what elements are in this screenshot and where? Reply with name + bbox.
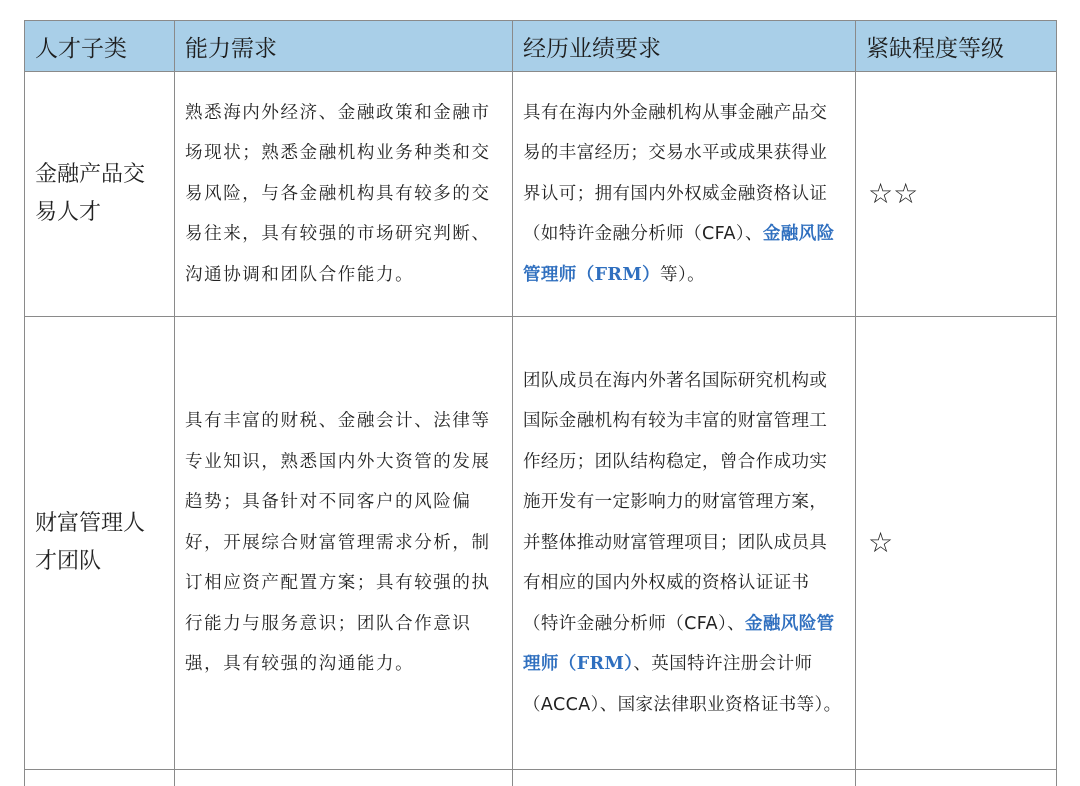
table-row [25,72,1057,317]
requirement-text-end: 、英国特许注册会计师（ACCA）、国家法律职业资格证书等）。 [523,654,842,715]
requirement-text-end: 等）。 [660,265,705,285]
header-category: 人才子类 [25,21,175,72]
header-level: 紧缺程度等级 [856,21,1057,72]
row-scarcity-stars: ☆ [856,317,1057,770]
empty-cell [856,770,1057,786]
table-row [25,317,1057,770]
row-category: 金融产品交易人才 [25,72,175,317]
empty-cell [513,770,856,786]
empty-cell [175,770,513,786]
header-requirement: 经历业绩要求 [513,21,856,72]
row-category: 财富管理人才团队 [25,317,175,770]
requirement-text: 具有在海内外金融机构从事金融产品交易的丰富经历；交易水平或成果获得业界认可；拥有国内外权威金融资格认证（如特许金融分析师（CFA）、 [523,103,827,245]
header-capability: 能力需求 [175,21,513,72]
row-requirement [513,317,856,770]
empty-cell [25,770,175,786]
header-row [25,21,1057,72]
row-capability: 具有丰富的财税、金融会计、法律等专业知识，熟悉国内外大资管的发展趋势；具备针对不同客户的风险偏好，开展综合财富管理需求分析，制订相应资产配置方案；具有较强的执行能力与服务意识；团队合作意识强，具有较强的沟通能力。 [175,317,513,770]
talent-table [24,20,1057,786]
row-capability: 熟悉海内外经济、金融政策和金融市场现状；熟悉金融机构业务种类和交易风险，与各金融机构具有较多的交易往来，具有较强的市场研究判断、沟通协调和团队合作能力。 [175,72,513,317]
row-scarcity-stars: ☆☆ [856,72,1057,317]
row-requirement [513,72,856,317]
requirement-text: 团队成员在海内外著名国际研究机构或国际金融机构有较为丰富的财富管理工作经历；团队结构稳定，曾合作成功实施开发有一定影响力的财富管理方案，并整体推动财富管理项目；团队成员具有相应的国内外权威的资格认证证书（特许金融分析师（CFA）、 [523,371,827,634]
frm-highlight-link[interactable]: 金融风险管理师（FRM） [523,614,835,675]
frm-highlight-link[interactable]: 金融风险管理师（FRM） [523,224,835,285]
table-row-partial [25,770,1057,786]
